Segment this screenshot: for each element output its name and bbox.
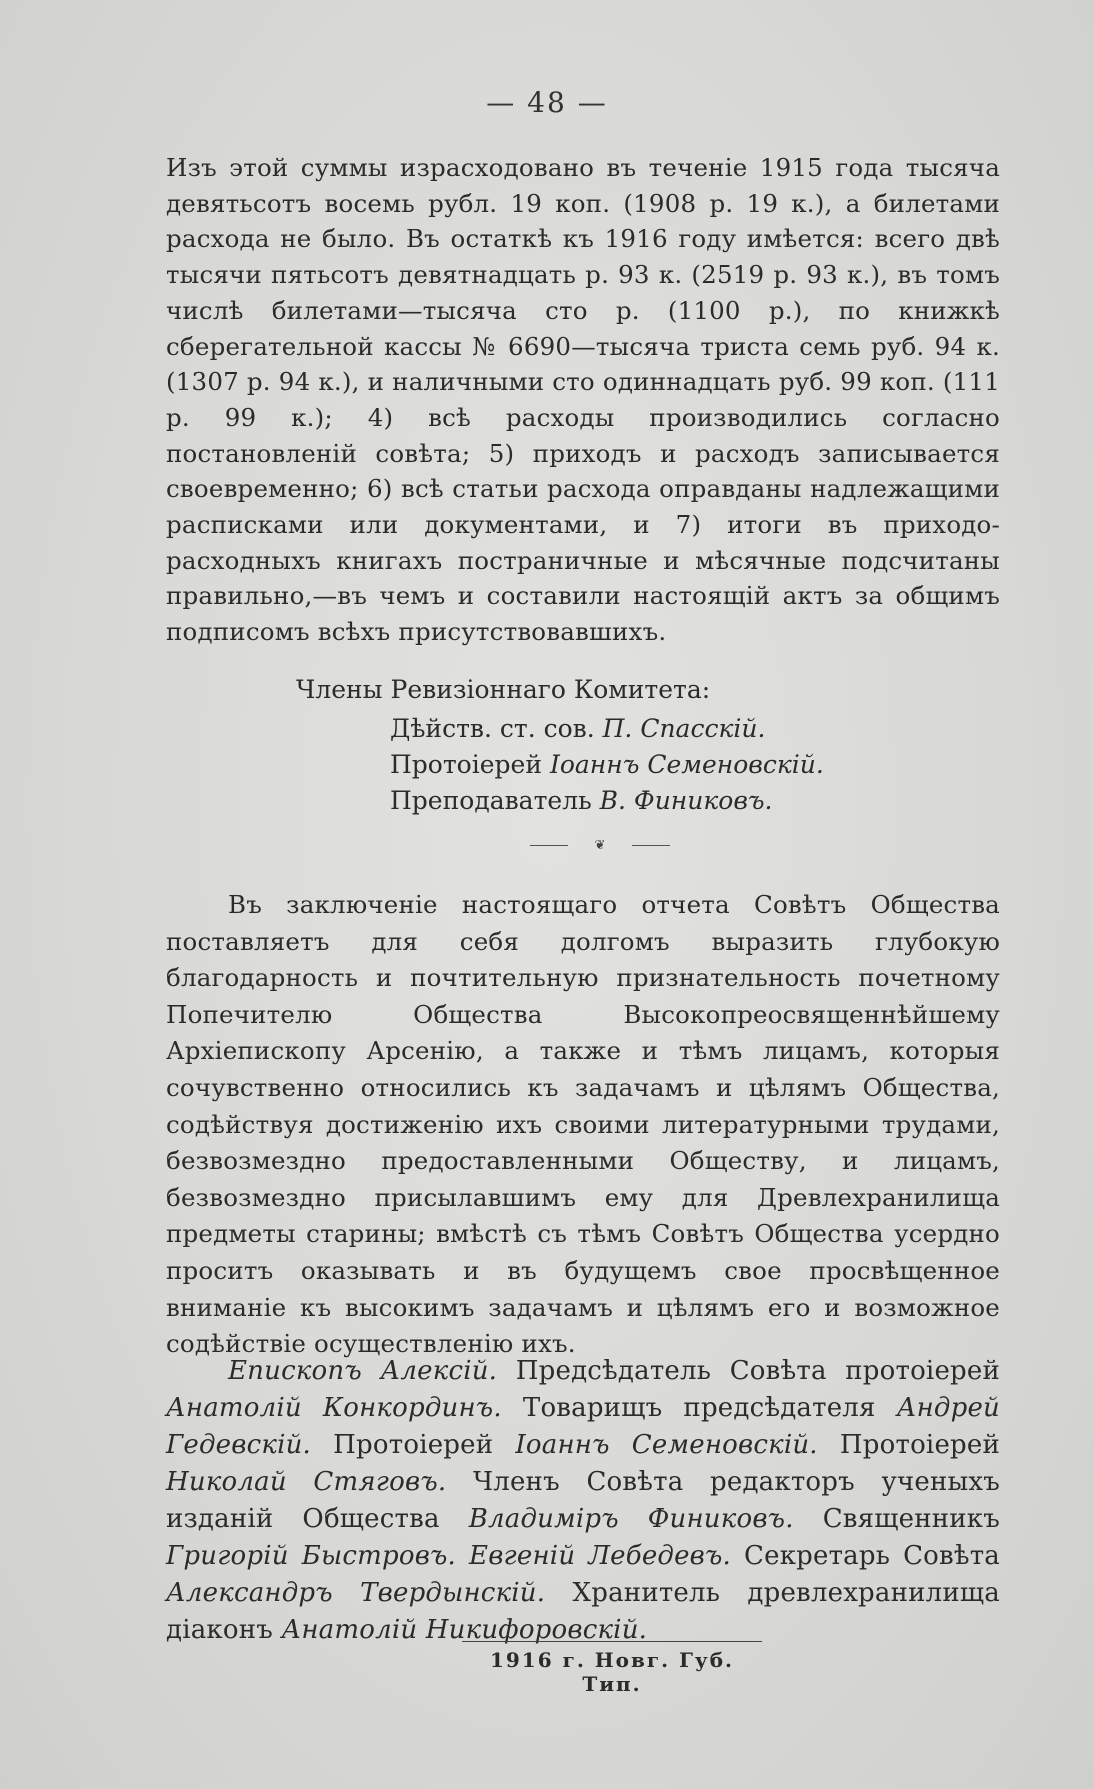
signatory-role: Протоіерей [311, 1430, 516, 1460]
signatory-name: Андрей Гедевскій. [166, 1393, 1000, 1460]
member-rank: Протоіерей [390, 750, 542, 779]
signatory-name: Григорій Быстровъ. [166, 1541, 457, 1571]
divider-line [530, 845, 568, 846]
signatories-paragraph [166, 1353, 1000, 1649]
committee-member [390, 711, 765, 747]
audit-paragraph: Изъ этой суммы израсходовано въ теченіе 1915 года тысяча девятьсотъ восемь рубл. 19 коп. (1908 р. 19 к.), а билетами расхода не было. Въ остаткѣ къ 1916 году имѣется: всего двѣ тысячи пятьсотъ девятнадцать р. 93 к. (2519 р. 93 к.), въ томъ числѣ билетами—тысяча сто р. (1100 р.), по книжкѣ сберегательной кассы № 6690—тысяча триста семь руб. 94 к. (1307 р. 94 к.), и наличными сто одиннадцать руб. 99 коп. (111 р. 99 к.); 4) всѣ расходы производились согласно постановленій совѣта; 5) приходъ и расходъ записывается своевременно; 6) всѣ статьи расхода оправданы надлежащими расписками или документами, и 7) итоги въ приходо-расходныхъ книгахъ постраничные и мѣсячные подсчитаны правильно,—въ чемъ и составили настоящій актъ за общимъ подписомъ всѣхъ присутствовавшихъ. [166, 153, 1000, 647]
signatory-role: Товарищъ предсѣдателя [501, 1393, 897, 1423]
committee-member [390, 747, 824, 783]
member-rank: Преподаватель [390, 786, 592, 815]
signatory-role: Секретарь Совѣта [731, 1541, 1001, 1571]
member-name: Іоаннъ Семеновскій. [549, 750, 824, 779]
signatory-role [456, 1541, 469, 1571]
signatory-role: Хранитель древлехранилища діаконъ [166, 1578, 1000, 1645]
printer-imprint: 1916 г. Новг. Губ. Тип. [462, 1641, 762, 1696]
signatory-role: Протоіерей [817, 1430, 1000, 1460]
signatory-name: Николай Стяговъ. [166, 1467, 447, 1497]
conclusion-paragraph: Въ заключеніе настоящаго отчета Совѣтъ Общества поставляетъ для себя долгомъ выразить глубокую благодарность и почтительную признательность почетному Попечителю Общества Высокопреосвященнѣйшему Архіепископу Арсенію, а также и тѣмъ лицамъ, которыя сочувственно относились къ задачамъ и цѣлямъ Общества, содѣйствуя достиженію ихъ своими литературными трудами, безвозмездно предоставленными Обществу, и лицамъ, безвозмездно присылавшимъ ему для Древлехранилища предметы старины; вмѣстѣ съ тѣмъ Совѣтъ Общества усердно проситъ оказывать и въ будущемъ свое просвѣщенное вниманіе къ высокимъ задачамъ и цѣлямъ его и возможное содѣйствіе осуществленію ихъ. [166, 890, 1000, 1359]
signatory-name: Анатолій Никифоровскій. [281, 1615, 648, 1645]
member-rank: Дѣйств. ст. сов. [390, 714, 595, 743]
signatory-name: Іоаннъ Семеновскій. [515, 1430, 818, 1460]
signatory-name: Евгеній Лебедевъ. [469, 1541, 732, 1571]
member-name: В. Финиковъ. [599, 786, 773, 815]
signatory-name: Александръ Твердынскій. [166, 1578, 546, 1608]
signatory-name: Анатолій Конкординъ. [166, 1393, 502, 1423]
ornamental-divider [530, 838, 670, 854]
committee-title: Члены Ревизіоннаго Комитета: [296, 675, 711, 704]
signatory-role: Предсѣдатель Совѣта протоіерей [497, 1356, 1000, 1386]
signatory-name: Владиміръ Финиковъ. [468, 1504, 794, 1534]
page-number: — 48 — [486, 86, 608, 119]
committee-member [390, 783, 773, 819]
member-name: П. Спасскій. [602, 714, 766, 743]
signatory-role: Членъ Совѣта редакторъ ученыхъ изданій Общества [166, 1467, 1000, 1534]
signatory-name: Епископъ Алексій. [228, 1356, 498, 1386]
divider-ornament-icon: ❦ [594, 838, 606, 853]
signatory-role: Священникъ [793, 1504, 1000, 1534]
divider-line [632, 845, 670, 846]
